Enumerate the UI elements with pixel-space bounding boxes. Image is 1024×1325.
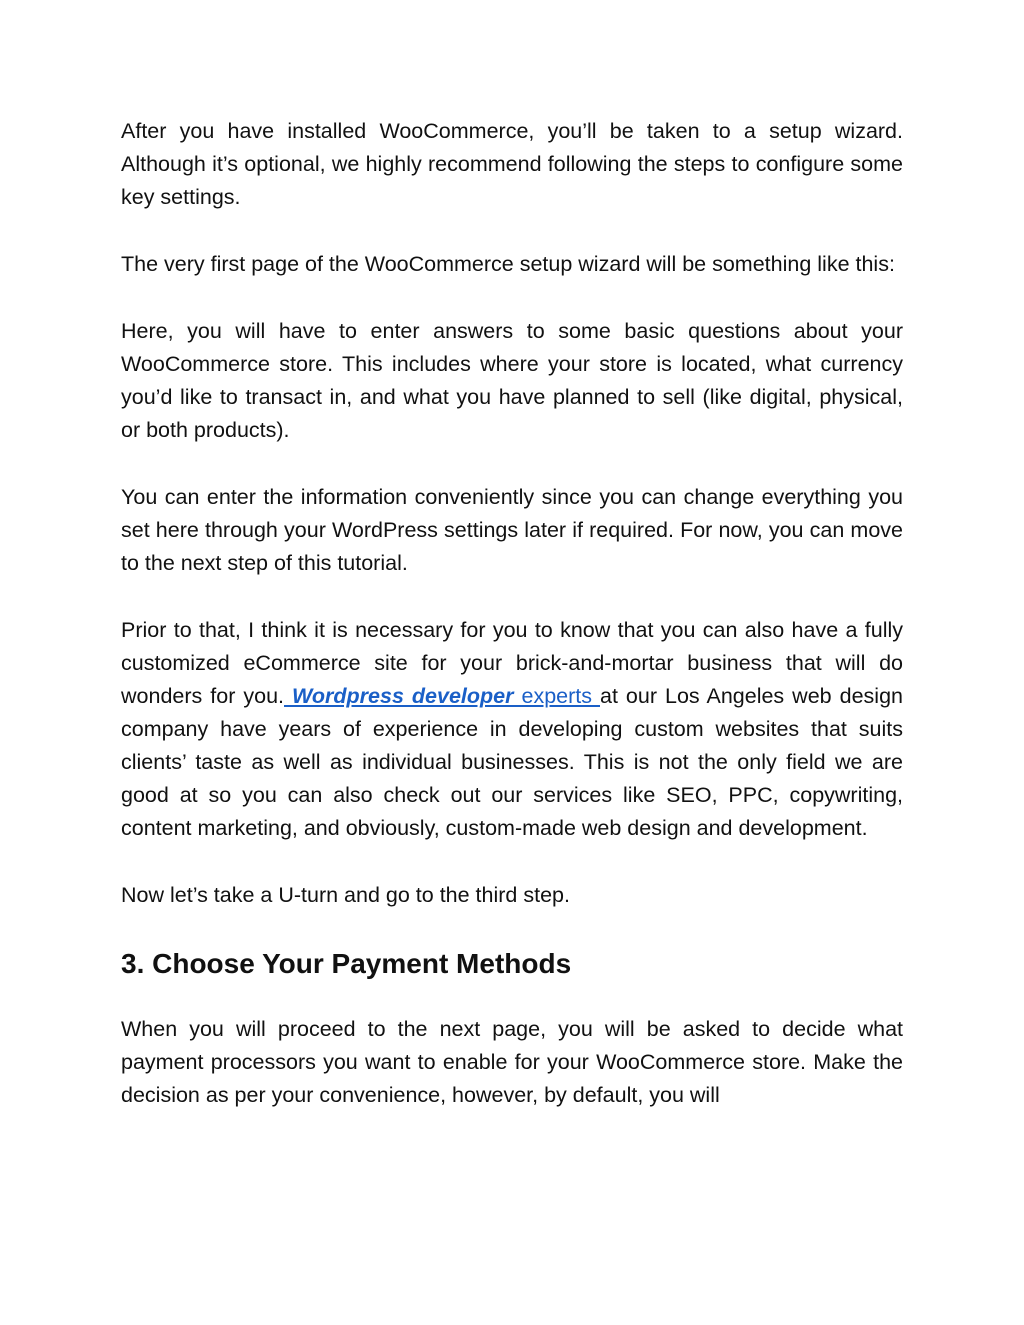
paragraph-setup-wizard: After you have installed WooCommerce, you’ll be taken to a setup wizard. Although it’s optional, we highly recommend following the steps to configure some key settings. bbox=[121, 119, 903, 209]
prior-text: Prior to that, I think it is necessary for you to know that you can also have a fully customized eCommerce site for your brick-and-mortar business that will do wonders for you. bbox=[121, 618, 903, 708]
paragraph-payment-processors: When you will proceed to the next page, you will be asked to decide what payment processors you want to enable for your WooCommerce store. Make the decision as per your convenience, however, by default, you will bbox=[121, 1017, 903, 1107]
paragraph-first-page: The very first page of the WooCommerce setup wizard will be something like this: bbox=[121, 252, 895, 276]
paragraph-uturn: Now let’s take a U-turn and go to the third step. bbox=[121, 883, 570, 907]
document-page bbox=[121, 115, 903, 1146]
wordpress-developer-experts-link[interactable] bbox=[284, 684, 600, 708]
after-link-text: at our Los Angeles web design company have years of experience in developing custom websites that suits clients’ taste as well as individual businesses. This is not the only field we are good at so you can also check out our services like SEO, PPC, copywriting, content marketing, and obviously, custom-made web design and development. bbox=[121, 684, 903, 840]
section-heading-payment-methods: 3. Choose Your Payment Methods bbox=[121, 948, 572, 979]
link-text-bold: Wordpress developer bbox=[284, 684, 522, 708]
paragraph-prior-to-that bbox=[121, 614, 903, 845]
paragraph-enter-information: You can enter the information conveniently since you can change everything you set here through your WordPress settings later if required. For now, you can move to the next step of this tutorial. bbox=[121, 485, 903, 575]
paragraph-basic-questions: Here, you will have to enter answers to some basic questions about your WooCommerce store. This includes where your store is located, what currency you’d like to transact in, and what you have planned to sell (like digital, physical, or both products). bbox=[121, 319, 903, 442]
link-text-rest: experts bbox=[521, 684, 600, 708]
